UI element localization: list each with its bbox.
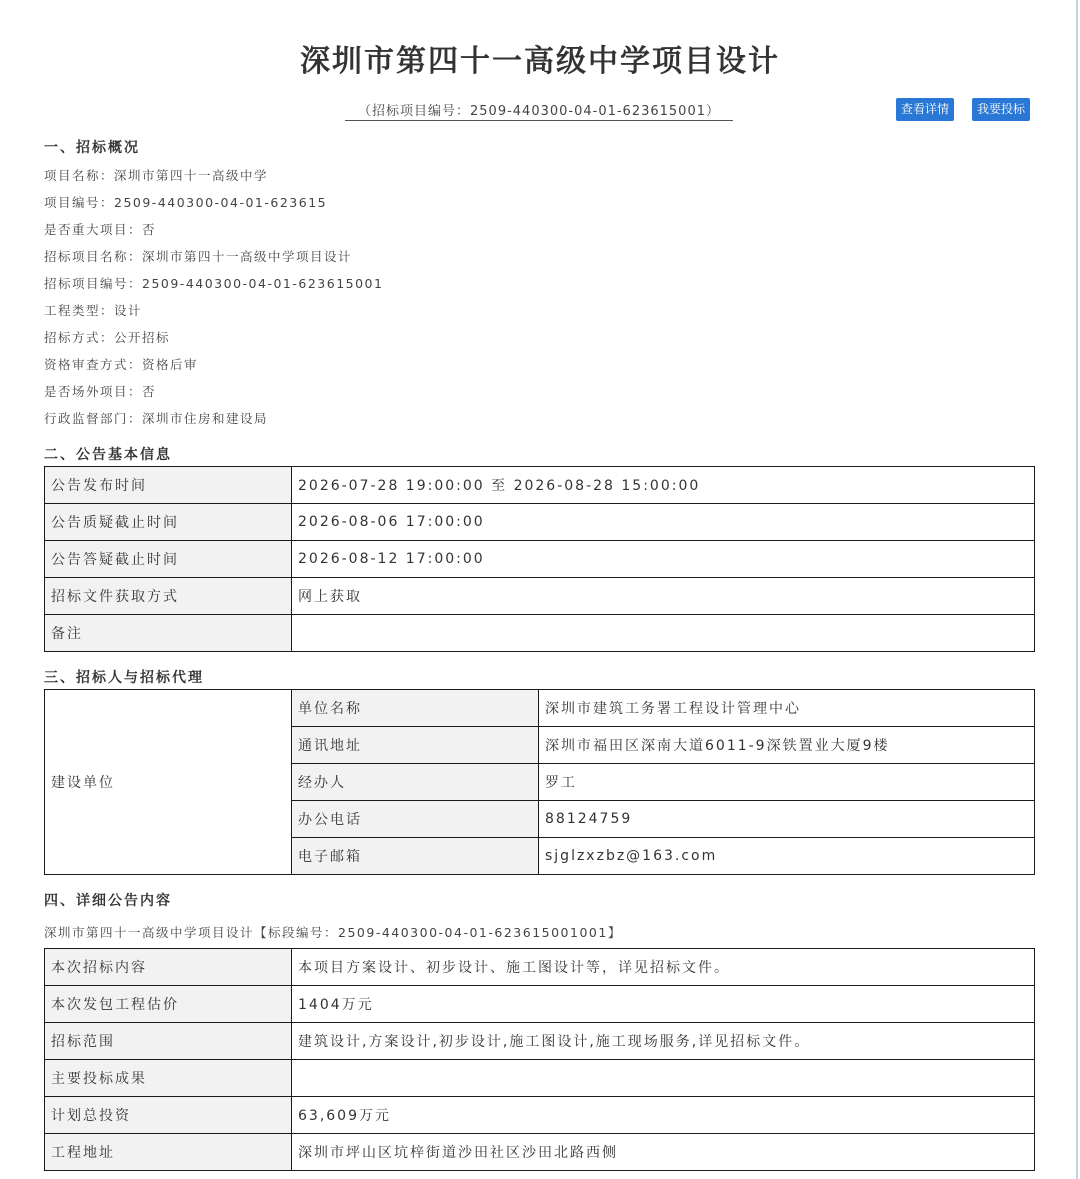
info-offsite-project: 是否场外项目：否 bbox=[44, 384, 157, 399]
section-heading-tenderer: 三、招标人与招标代理 bbox=[44, 670, 204, 686]
row-value: 深圳市坪山区坑梓街道沙田社区沙田北路西侧 bbox=[292, 1134, 1035, 1171]
table-row bbox=[45, 690, 1035, 727]
row-value bbox=[292, 615, 1035, 652]
table-row bbox=[45, 1060, 1035, 1097]
row-label: 本次发包工程估价 bbox=[45, 986, 292, 1023]
details-table bbox=[44, 948, 1035, 1171]
row-value: 深圳市福田区深南大道6011-9深铁置业大厦9楼 bbox=[539, 727, 1035, 764]
row-value: 1404万元 bbox=[292, 986, 1035, 1023]
row-label: 招标文件获取方式 bbox=[45, 578, 292, 615]
page-title: 深圳市第四十一高级中学项目设计 bbox=[300, 44, 780, 79]
table-row bbox=[45, 1023, 1035, 1060]
row-label: 招标范围 bbox=[45, 1023, 292, 1060]
table-row bbox=[45, 541, 1035, 578]
info-tender-code: 招标项目编号：2509-440300-04-01-623615001 bbox=[44, 276, 384, 291]
row-label: 主要投标成果 bbox=[45, 1060, 292, 1097]
info-major-project: 是否重大项目：否 bbox=[44, 222, 157, 237]
project-code-subtitle: （招标项目编号：2509-440300-04-01-623615001） bbox=[345, 100, 733, 121]
info-engineering-type: 工程类型：设计 bbox=[44, 303, 143, 318]
table-row bbox=[45, 1134, 1035, 1171]
info-tender-method: 招标方式：公开招标 bbox=[44, 330, 171, 345]
info-project-code: 项目编号：2509-440300-04-01-623615 bbox=[44, 195, 328, 210]
row-value bbox=[292, 1060, 1035, 1097]
bid-button[interactable]: 我要投标 bbox=[972, 98, 1030, 121]
row-label: 通讯地址 bbox=[292, 727, 539, 764]
row-value: 罗工 bbox=[539, 764, 1035, 801]
row-label: 单位名称 bbox=[292, 690, 539, 727]
table-row bbox=[45, 578, 1035, 615]
row-value: 网上获取 bbox=[292, 578, 1035, 615]
page-edge-divider bbox=[1076, 0, 1078, 1179]
table-row bbox=[45, 949, 1035, 986]
row-label: 电子邮箱 bbox=[292, 838, 539, 875]
row-label: 公告发布时间 bbox=[45, 467, 292, 504]
section-heading-overview: 一、招标概况 bbox=[44, 140, 140, 156]
row-label: 办公电话 bbox=[292, 801, 539, 838]
info-tender-name: 招标项目名称：深圳市第四十一高级中学项目设计 bbox=[44, 249, 353, 264]
row-label: 公告答疑截止时间 bbox=[45, 541, 292, 578]
row-value: 2026-08-06 17:00:00 bbox=[292, 504, 1035, 541]
row-label: 工程地址 bbox=[45, 1134, 292, 1171]
info-supervision-dept: 行政监督部门：深圳市住房和建设局 bbox=[44, 411, 269, 426]
row-label: 计划总投资 bbox=[45, 1097, 292, 1134]
row-label: 备注 bbox=[45, 615, 292, 652]
lot-code-line: 深圳市第四十一高级中学项目设计【标段编号：2509-440300-04-01-623615001001】 bbox=[44, 925, 622, 940]
row-label: 经办人 bbox=[292, 764, 539, 801]
construction-unit-label: 建设单位 bbox=[45, 690, 292, 875]
table-row bbox=[45, 986, 1035, 1023]
info-qualification-review: 资格审查方式：资格后审 bbox=[44, 357, 199, 372]
row-value: 本项目方案设计、初步设计、施工图设计等，详见招标文件。 bbox=[292, 949, 1035, 986]
row-value: 建筑设计,方案设计,初步设计,施工图设计,施工现场服务,详见招标文件。 bbox=[292, 1023, 1035, 1060]
info-project-name: 项目名称：深圳市第四十一高级中学 bbox=[44, 168, 269, 183]
row-label: 公告质疑截止时间 bbox=[45, 504, 292, 541]
table-row bbox=[45, 615, 1035, 652]
row-value: 88124759 bbox=[539, 801, 1035, 838]
row-value: 2026-07-28 19:00:00 至 2026-08-28 15:00:00 bbox=[292, 467, 1035, 504]
tenderer-table bbox=[44, 689, 1035, 875]
row-value: 63,609万元 bbox=[292, 1097, 1035, 1134]
announcement-table bbox=[44, 466, 1035, 652]
row-value: 深圳市建筑工务署工程设计管理中心 bbox=[539, 690, 1035, 727]
row-label: 本次招标内容 bbox=[45, 949, 292, 986]
row-value: sjglzxzbz@163.com bbox=[539, 838, 1035, 875]
table-row bbox=[45, 504, 1035, 541]
section-heading-announcement: 二、公告基本信息 bbox=[44, 447, 172, 463]
view-detail-button[interactable]: 查看详情 bbox=[896, 98, 954, 121]
table-row bbox=[45, 1097, 1035, 1134]
row-value: 2026-08-12 17:00:00 bbox=[292, 541, 1035, 578]
table-row bbox=[45, 467, 1035, 504]
section-heading-details: 四、详细公告内容 bbox=[44, 893, 172, 909]
